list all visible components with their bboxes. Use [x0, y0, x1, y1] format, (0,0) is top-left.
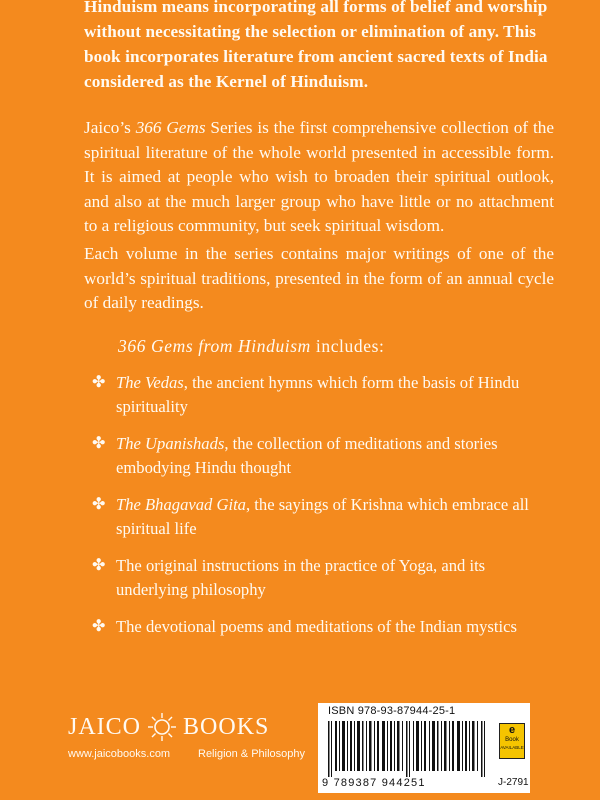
list-item — [92, 371, 542, 419]
gem-title: The Bhagavad Gita — [116, 495, 246, 514]
flower-bullet-icon: ✤ — [92, 496, 106, 513]
flower-bullet-icon: ✤ — [92, 374, 106, 391]
gem-text: , the sayings of Krishna which embrace all spiritual life — [116, 495, 529, 538]
series-name: 366 Gems — [135, 118, 206, 137]
ebook-badge-line1: Book — [505, 737, 519, 743]
flower-bullet-icon: ✤ — [92, 618, 106, 635]
includes-heading — [118, 336, 384, 357]
intro-paragraph: Hinduism means incorporating all forms of belief and worship without necessitating the selection or elimination of any. This book incorporates literature from ancient sacred texts of India considered as the Kernel of Hinduism. — [84, 0, 548, 91]
book-category: Religion & Philosophy — [198, 748, 306, 760]
sun-emblem-icon — [147, 712, 177, 742]
barcode-panel — [318, 703, 530, 793]
publisher-name-left: JAICO — [68, 713, 142, 740]
ebook-available-icon — [499, 723, 525, 759]
includes-title: 366 Gems from Hinduism — [118, 336, 311, 356]
isbn-label: ISBN 978-93-87944-25-1 — [328, 705, 456, 717]
list-item — [92, 432, 542, 480]
gem-text: , the collection of meditations and stories embodying Hindu thought — [116, 434, 498, 477]
list-item — [92, 615, 542, 639]
ebook-badge-line2: AVAILABLE — [500, 745, 524, 750]
series-suffix: Series is the first comprehensive collection of the spiritual literature of the whole world presented in accessible form. It is aimed at people who wish to broaden their spiritual outlook, and also at the much larger group who have little or no attachment to a religious community, but seek spiritual wisdom. — [84, 118, 554, 235]
gem-text: The devotional poems and meditations of the Indian mystics — [116, 617, 517, 636]
publisher-name-right: BOOKS — [183, 713, 270, 740]
flower-bullet-icon: ✤ — [92, 557, 106, 574]
series-prefix: Jaico’s — [84, 118, 136, 137]
gems-list — [92, 371, 542, 652]
list-item — [92, 554, 542, 602]
gem-title: The Vedas — [116, 373, 184, 392]
publisher-logo — [68, 712, 269, 742]
barcode-digits: 9 789387 944251 — [322, 777, 426, 789]
gem-text: The original instructions in the practice of Yoga, and its underlying philosophy — [116, 556, 486, 599]
catalog-code: J-2791 — [498, 777, 529, 788]
list-item — [92, 493, 542, 541]
publisher-website[interactable]: www.jaicobooks.com — [68, 748, 171, 760]
gem-title: The Upanishads — [116, 434, 225, 453]
flower-bullet-icon: ✤ — [92, 435, 106, 452]
series-paragraph — [84, 116, 554, 239]
volume-paragraph: Each volume in the series contains major writings of one of the world’s spiritual traditions, presented in the form of an annual cycle of daily readings. — [84, 244, 554, 312]
barcode-icon — [326, 721, 496, 777]
gem-text: , the ancient hymns which form the basis of Hindu spirituality — [116, 373, 520, 416]
ebook-badge-letter: e — [508, 724, 516, 736]
includes-rest: includes: — [310, 336, 385, 356]
